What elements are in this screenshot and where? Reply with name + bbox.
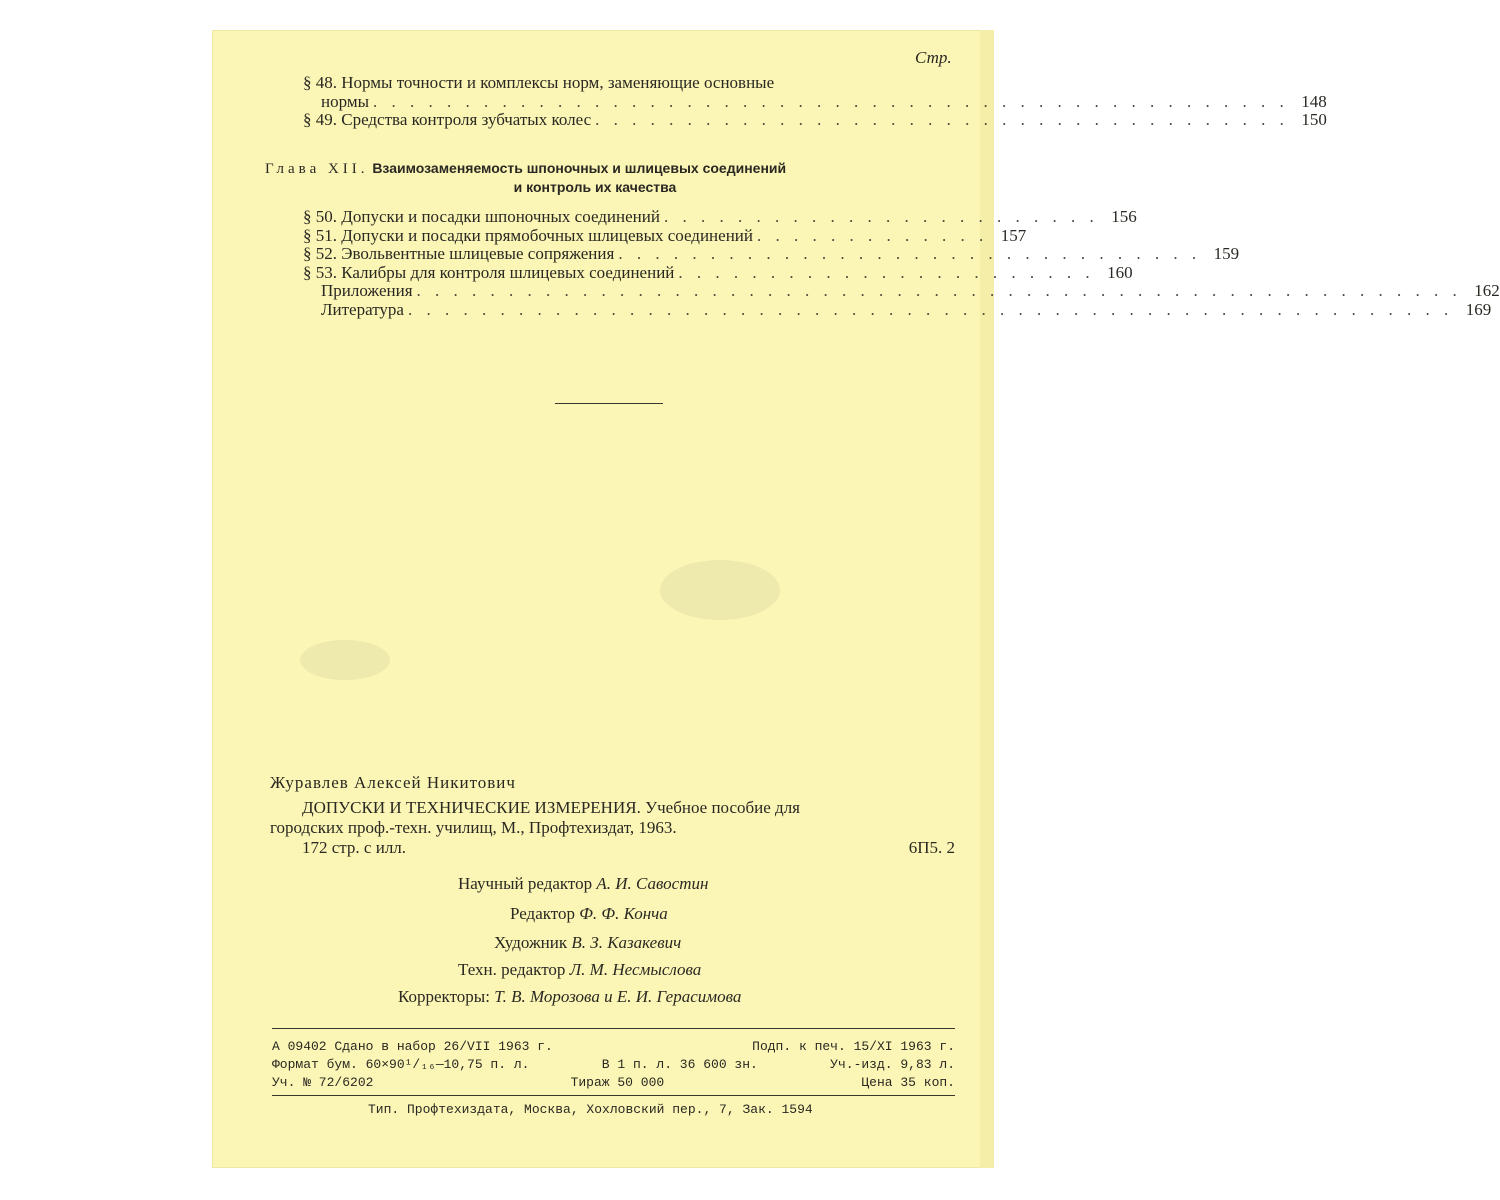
toc-entry-literature: Литература . . . . . . . . . . . . . . . . . . . . . . . . . . . . . . . . . . . . . . . . . . . . . . . . . . . . . . . . . 169 <box>321 299 1492 319</box>
toc-entry-50: § 50. Допуски и посадки шпоночных соединений . . . . . . . . . . . . . . . . . . . . . . . . 156 <box>303 207 1137 226</box>
toc-page-number: 156 <box>1111 207 1137 226</box>
credit-scientific-editor: Научный редактор А. И. Савостин <box>458 874 709 893</box>
toc-page-number: 157 <box>1000 225 1027 245</box>
toc-bottom <box>265 207 1500 319</box>
toc-top <box>265 73 1327 130</box>
page-count: 172 стр. с илл. <box>302 838 407 857</box>
imprint-chars: В 1 п. л. 36 600 зн. <box>601 1057 758 1072</box>
leader-dots: . . . . . . . . . . . . . . . . . . . . . . . . . . . . . . . . . . . . . . . . . . . . . . . . . . . . . . . . . <box>407 299 1454 319</box>
leader-dots: . . . . . . . . . . . . . <box>757 225 989 245</box>
toc-entry-title-cont: нормы <box>321 91 370 111</box>
paper-stain <box>300 640 390 680</box>
printer-line: Тип. Профтехиздата, Москва, Хохловский пер., 7, Зак. 1594 <box>368 1102 813 1117</box>
imprint-block <box>272 1038 955 1092</box>
imprint-format: Формат бум. 60×90¹/₁₆—10,75 п. л. <box>272 1057 530 1072</box>
toc-entry-title: § 48. Нормы точности и комплексы норм, заменяющие основные <box>303 73 775 92</box>
toc-entry-52: § 52. Эвольвентные шлицевые сопряжения . . . . . . . . . . . . . . . . . . . . . . . . . . . . . . . . 159 <box>303 244 1240 263</box>
toc-entry-title: § 49. Средства контроля зубчатых колес <box>303 110 592 129</box>
section-divider <box>555 403 663 404</box>
paper-stain <box>660 560 780 620</box>
toc-page-number: 159 <box>1213 244 1240 263</box>
chapter-label: Глава XII. <box>265 161 369 177</box>
bib-line-2: городских проф.-техн. училищ, М., Профтехиздат, 1963. <box>270 818 677 837</box>
leader-dots: . . . . . . . . . . . . . . . . . . . . . . . . <box>663 207 1099 226</box>
imprint-top-rule <box>272 1028 955 1029</box>
imprint-price: Цена 35 коп. <box>861 1075 955 1090</box>
imprint-bottom-rule <box>272 1095 955 1096</box>
leader-dots: . . . . . . . . . . . . . . . . . . . . . . . . . . . . . . . . . . . . . . <box>595 110 1289 129</box>
toc-entry-48 <box>265 74 945 93</box>
imprint-print-run: Тираж 50 000 <box>570 1075 665 1090</box>
bibliographic-entry <box>270 798 955 858</box>
chapter-title-line2: и контроль их качества <box>513 179 677 195</box>
imprint-pubsheets: Уч.-изд. 9,83 л. <box>830 1057 955 1072</box>
credit-editor: Редактор Ф. Ф. Конча <box>510 904 668 923</box>
toc-entry-51: § 51. Допуски и посадки прямобочных шлицевых соединений . . . . . . . . . . . . . 157 <box>303 225 1027 245</box>
leader-dots: . . . . . . . . . . . . . . . . . . . . . . . . . . . . . . . . <box>618 244 1202 263</box>
imprint-submitted: А 09402 Сдано в набор 26/VII 1963 г. <box>272 1039 553 1054</box>
toc-entry-49 <box>265 110 1327 130</box>
imprint-signed: Подп. к печ. 15/XI 1963 г. <box>752 1039 955 1054</box>
leader-dots: . . . . . . . . . . . . . . . . . . . . . . . . . . . . . . . . . . . . . . . . . . . . . . . . . . <box>373 91 1289 111</box>
toc-entry-53: § 53. Калибры для контроля шлицевых соединений . . . . . . . . . . . . . . . . . . . . . . . 160 <box>303 262 1133 282</box>
toc-page-number: 169 <box>1465 299 1492 319</box>
bib-line-3 <box>270 838 955 858</box>
chapter-title-line1: Взаимозаменяемость шпоночных и шлицевых соединений <box>372 160 787 176</box>
leader-dots: . . . . . . . . . . . . . . . . . . . . . . . <box>678 262 1095 282</box>
page-column-header: Стр. <box>915 48 952 67</box>
toc-page-number: 162 <box>1474 281 1500 300</box>
chapter-heading <box>265 159 905 196</box>
leader-dots: . . . . . . . . . . . . . . . . . . . . . . . . . . . . . . . . . . . . . . . . . . . . . . . . . . . . . . . . . <box>416 281 1462 300</box>
adjacent-page-edge <box>980 30 994 1168</box>
author-name: Журавлев Алексей Никитович <box>270 773 516 792</box>
imprint-number: Уч. № 72/6202 <box>272 1075 374 1090</box>
credit-tech-editor: Техн. редактор Л. М. Несмыслова <box>458 960 702 979</box>
toc-page-number: 150 <box>1301 110 1327 129</box>
credit-proofreaders: Корректоры: Т. В. Морозова и Е. И. Герасимова <box>398 987 742 1006</box>
toc-entry-appendix: Приложения . . . . . . . . . . . . . . . . . . . . . . . . . . . . . . . . . . . . . . . . . . . . . . . . . . . . . . . . . 162 <box>321 281 1500 300</box>
bib-line-1: ДОПУСКИ И ТЕХНИЧЕСКИЕ ИЗМЕРЕНИЯ. Учебное пособие для <box>302 798 801 817</box>
toc-page-number: 148 <box>1301 91 1327 111</box>
toc-page-number: 160 <box>1107 262 1133 282</box>
classification-code: 6П5. 2 <box>908 838 955 857</box>
toc-entry-48-cont <box>265 91 1327 112</box>
credit-artist: Художник В. З. Казакевич <box>494 933 682 952</box>
